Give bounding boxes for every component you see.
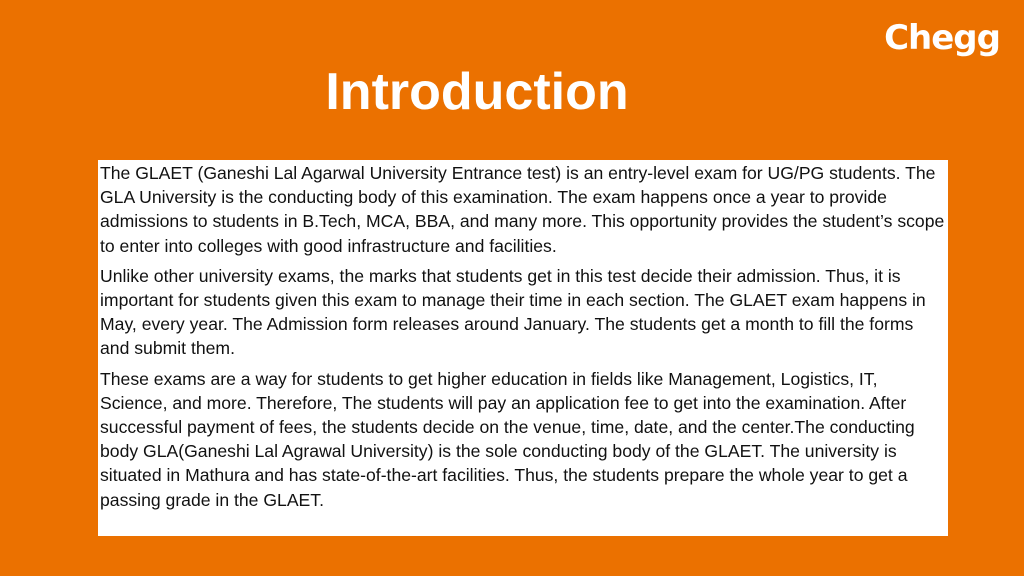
chegg-logo: Chegg [884,18,1000,58]
paragraph-intro: The GLAET (Ganeshi Lal Agarwal University Entrance test) is an entry-level exam for UG/PG students. The GLA University is the conducting body of this examination. The exam happens once a year to provide admissions to students in B.Tech, MCA, BBA, and many more. This opportunity provides the student’s scope to enter into colleges with good infrastructure and facilities. [100,163,945,256]
page-title: Introduction [325,63,629,121]
paragraph-fees: These exams are a way for students to get higher education in fields like Management, Logistics, IT, Science, and more. Therefore, The students will pay an application fee to get into the examination. After successful payment of fees, the students decide on the venue, time, date, and the center.The conducting body GLA(Ganeshi Lal Agrawal University) is the sole conducting body of the GLAET. The university is situated in Mathura and has state-of-the-art facilities. Thus, the students prepare the whole year to get a passing grade in the GLAET. [100,368,915,510]
paragraph-admission: Unlike other university exams, the marks that students get in this test decide their admission. Thus, it is important for students given this exam to manage their time in each section. The GLAET exam happens in May, every year. The Admission form releases around January. The students get a month to fill the forms and submit them. [100,265,926,359]
text-box [98,160,948,536]
